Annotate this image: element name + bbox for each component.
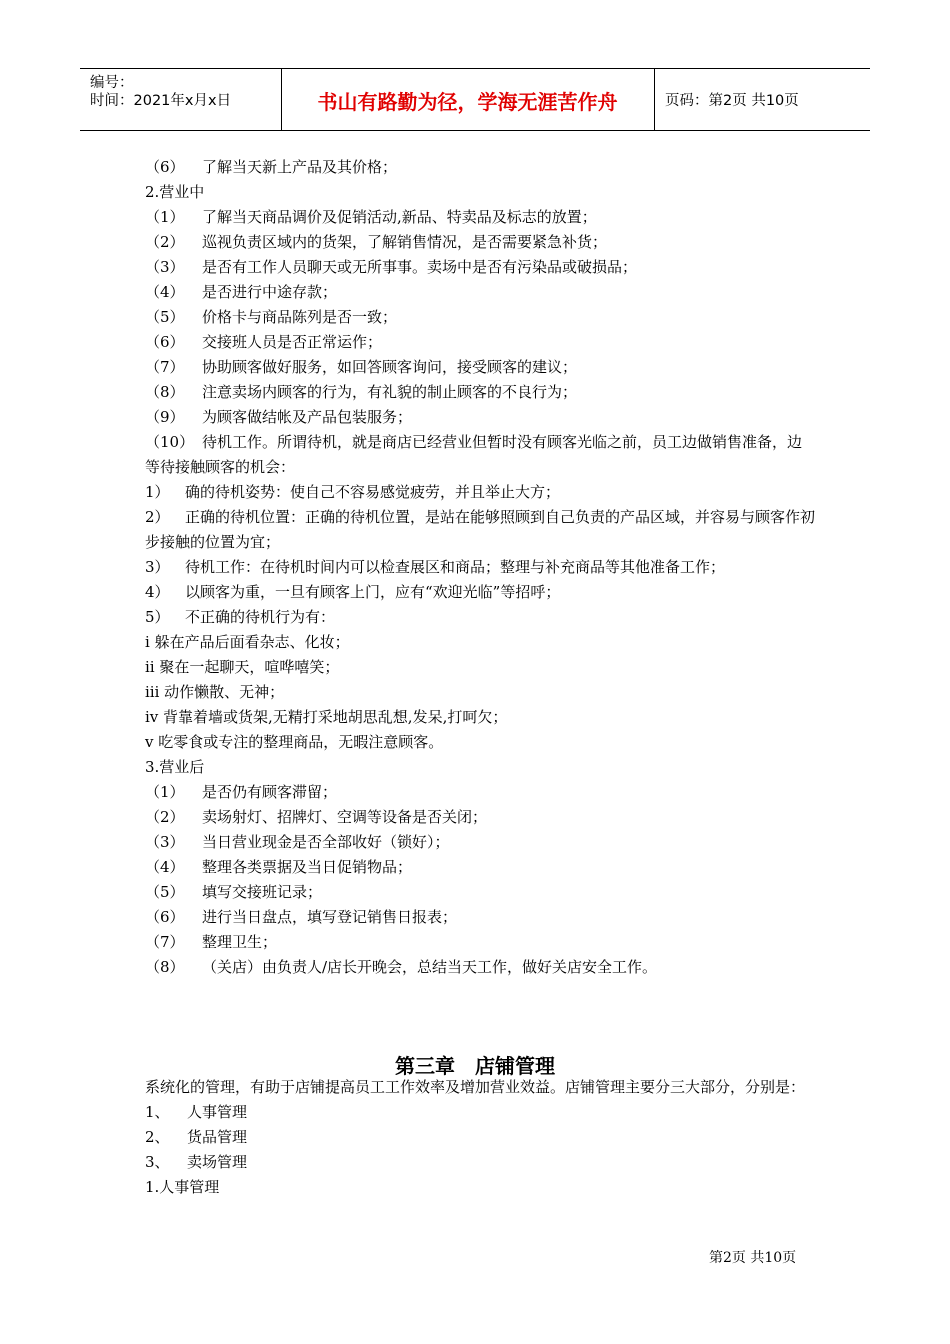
list-item bbox=[145, 155, 815, 180]
item-text: 待机工作：在待机时间内可以检查展区和商品；整理与补充商品等其他准备工作； bbox=[185, 558, 726, 576]
roman-list-item: ⅰ 躲在产品后面看杂志、化妆； bbox=[145, 633, 350, 651]
header-motto-cell bbox=[281, 69, 655, 130]
motto: 书山有路勤为径，学海无涯苦作舟 bbox=[317, 90, 618, 114]
item-number: 2） bbox=[145, 508, 170, 526]
sub-list-item bbox=[145, 555, 815, 580]
list-item bbox=[145, 880, 815, 905]
header-left-cell bbox=[80, 69, 282, 130]
sub-list-item bbox=[145, 605, 815, 630]
item-text: 是否进行中途存款； bbox=[202, 283, 338, 301]
item-number: 5） bbox=[145, 608, 170, 626]
sub-list-item bbox=[145, 480, 815, 505]
item-number: 3） bbox=[145, 558, 170, 576]
list-item bbox=[145, 305, 815, 330]
time-label: 时间：2021年x月x日 bbox=[90, 93, 232, 109]
roman-list-item: ⅴ 吃零食或专注的整理商品，无暇注意顾客。 bbox=[145, 733, 444, 751]
item-number: （6） bbox=[145, 158, 185, 176]
list-item bbox=[145, 805, 815, 830]
item-number: （8） bbox=[145, 383, 185, 401]
item-text: 人事管理 bbox=[187, 1103, 248, 1121]
roman-list-item: ⅳ 背靠着墙或货架,无精打采地胡思乱想,发呆,打呵欠； bbox=[145, 708, 508, 726]
item-number: （4） bbox=[145, 858, 185, 876]
item-text: 是否仍有顾客滞留； bbox=[202, 783, 338, 801]
item-number: （4） bbox=[145, 283, 185, 301]
item-text: 正确的待机位置：正确的待机位置，是站在能够照顾到自己负责的产品区域，并容易与顾客作初步接触的位置为宜； bbox=[145, 508, 816, 551]
item-text: 进行当日盘点，填写登记销售日报表； bbox=[202, 908, 458, 926]
item-number: （6） bbox=[145, 908, 185, 926]
item-text: 整理卫生； bbox=[202, 933, 278, 951]
list-item bbox=[145, 930, 815, 955]
list-item bbox=[145, 230, 815, 255]
header-right-cell bbox=[655, 69, 870, 130]
sub-list-item bbox=[145, 505, 815, 555]
list-item bbox=[145, 830, 815, 855]
item-number: （3） bbox=[145, 258, 185, 276]
item-number: （2） bbox=[145, 808, 185, 826]
list-item bbox=[145, 780, 815, 805]
list-item bbox=[145, 355, 815, 380]
list-item bbox=[145, 330, 815, 355]
list-item bbox=[145, 280, 815, 305]
item-number: 1、 bbox=[145, 1103, 170, 1121]
page-info: 页码：第2页 共10页 bbox=[665, 93, 799, 109]
item-number: （10） bbox=[145, 433, 195, 451]
item-number: （8） bbox=[145, 958, 185, 976]
item-text: 待机工作。所谓待机，就是商店已经营业但暂时没有顾客光临之前，员工边做销售准备，边等待接触顾客的机会： bbox=[145, 433, 803, 476]
item-text: 以顾客为重，一旦有顾客上门，应有“欢迎光临”等招呼； bbox=[185, 583, 561, 601]
item-text: 当日营业现金是否全部收好（锁好）； bbox=[202, 833, 450, 851]
main-content bbox=[145, 155, 815, 980]
item-number: 4） bbox=[145, 583, 170, 601]
list-item bbox=[145, 430, 815, 480]
section-heading: 1.人事管理 bbox=[145, 1178, 220, 1196]
list-item bbox=[145, 255, 815, 280]
item-text: 卖场管理 bbox=[187, 1153, 248, 1171]
item-text: 巡视负责区域内的货架，了解销售情况，是否需要紧急补货； bbox=[202, 233, 608, 251]
item-number: （3） bbox=[145, 833, 185, 851]
list-item bbox=[145, 855, 815, 880]
item-number: 2、 bbox=[145, 1128, 170, 1146]
section-heading: 3.营业后 bbox=[145, 758, 205, 776]
item-text: 了解当天商品调价及促销活动,新品、特卖品及标志的放置； bbox=[202, 208, 597, 226]
list-item bbox=[145, 1100, 815, 1125]
list-item bbox=[145, 905, 815, 930]
item-text: 货品管理 bbox=[187, 1128, 248, 1146]
roman-list-item: ⅲ 动作懒散、无神； bbox=[145, 683, 285, 701]
item-text: 协助顾客做好服务，如回答顾客询问，接受顾客的建议； bbox=[202, 358, 578, 376]
item-text: 卖场射灯、招牌灯、空调等设备是否关闭； bbox=[202, 808, 488, 826]
item-number: （6） bbox=[145, 333, 185, 351]
list-item bbox=[145, 1150, 815, 1175]
item-text: （关店）由负责人/店长开晚会，总结当天工作，做好关店安全工作。 bbox=[202, 958, 658, 976]
list-item bbox=[145, 380, 815, 405]
item-text: 注意卖场内顾客的行为，有礼貌的制止顾客的不良行为； bbox=[202, 383, 578, 401]
list-item bbox=[145, 955, 815, 980]
page-header bbox=[80, 68, 870, 131]
chapter-intro: 系统化的管理，有助于店铺提高员工工作效率及增加营业效益。店铺管理主要分三大部分，分别是： bbox=[145, 1078, 806, 1096]
item-text: 了解当天新上产品及其价格； bbox=[202, 158, 398, 176]
item-text: 填写交接班记录； bbox=[202, 883, 323, 901]
list-item bbox=[145, 205, 815, 230]
item-text: 整理各类票据及当日促销物品； bbox=[202, 858, 413, 876]
chapter-content bbox=[145, 1075, 815, 1200]
item-text: 是否有工作人员聊天或无所事事。卖场中是否有污染品或破损品； bbox=[202, 258, 638, 276]
item-number: （5） bbox=[145, 883, 185, 901]
item-number: （7） bbox=[145, 358, 185, 376]
item-number: （1） bbox=[145, 783, 185, 801]
serial-label: 编号： bbox=[90, 75, 134, 91]
roman-list-item: ⅱ 聚在一起聊天，喧哗嘻笑； bbox=[145, 658, 340, 676]
sub-list-item bbox=[145, 580, 815, 605]
item-text: 价格卡与商品陈列是否一致； bbox=[202, 308, 398, 326]
item-number: （7） bbox=[145, 933, 185, 951]
chapter-title: 第三章 店铺管理 bbox=[395, 1054, 555, 1078]
item-text: 为顾客做结帐及产品包装服务； bbox=[202, 408, 413, 426]
item-number: （9） bbox=[145, 408, 185, 426]
item-number: （5） bbox=[145, 308, 185, 326]
item-number: 3、 bbox=[145, 1153, 170, 1171]
item-number: （1） bbox=[145, 208, 185, 226]
item-text: 交接班人员是否正常运作； bbox=[202, 333, 383, 351]
item-text: 不正确的待机行为有： bbox=[185, 608, 336, 626]
section-heading: 2.营业中 bbox=[145, 183, 205, 201]
item-number: （2） bbox=[145, 233, 185, 251]
item-number: 1） bbox=[145, 483, 170, 501]
item-text: 确的待机姿势：使自己不容易感觉疲劳，并且举止大方； bbox=[185, 483, 561, 501]
list-item bbox=[145, 405, 815, 430]
list-item bbox=[145, 1125, 815, 1150]
page-footer: 第2页 共10页 bbox=[709, 1250, 797, 1266]
